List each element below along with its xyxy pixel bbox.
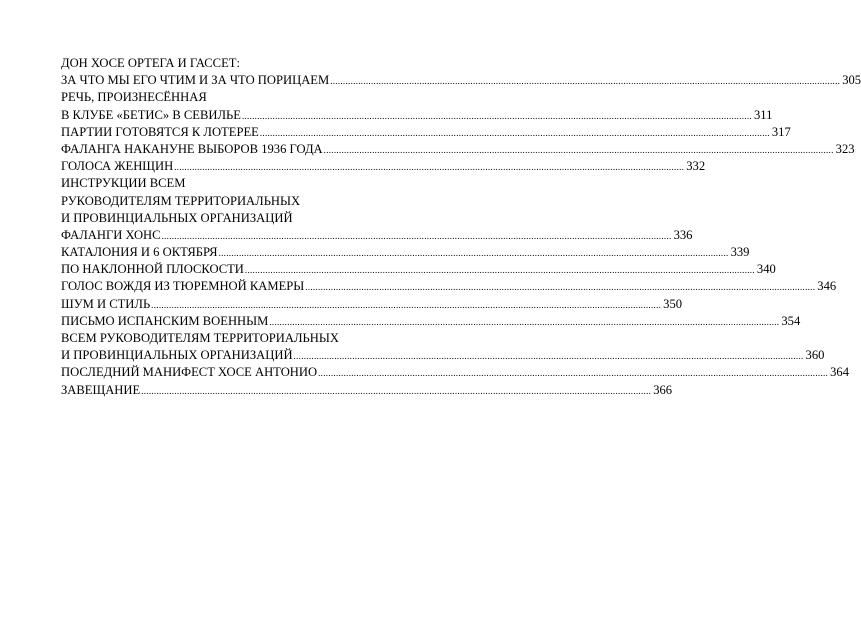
toc-entry: [61, 278, 837, 295]
toc-entry-last-line: [61, 364, 849, 381]
toc-entry-title: ШУМ И СТИЛЬ: [61, 296, 151, 311]
toc-entry-title: ГОЛОС ВОЖДЯ ИЗ ТЮРЕМНОЙ КАМЕРЫ: [61, 279, 305, 294]
toc-page-number: 340: [756, 262, 776, 277]
toc-entry-title: ФАЛАНГА НАКАНУНЕ ВЫБОРОВ 1936 ГОДА: [61, 141, 323, 156]
dot-leader: ........................................................................................................................................................................................................: [293, 351, 804, 362]
dot-leader: ........................................................................................................................................................................................................: [318, 368, 829, 379]
toc-entry-last-line: [61, 158, 706, 175]
toc-entry: [61, 89, 773, 123]
dot-leader: ........................................................................................................................................................................................................: [323, 144, 834, 155]
toc-entry-title-line: ДОН ХОСЕ ОРТЕГА И ГАССЕТ:: [61, 56, 240, 70]
toc-entry: [61, 296, 683, 313]
toc-entry: [61, 141, 855, 158]
toc-entry: [61, 261, 776, 278]
toc-entry-last-line: [61, 278, 837, 295]
toc-entry-title-line: РЕЧЬ, ПРОИЗНЕСЁННАЯ: [61, 90, 207, 105]
toc-entry-last-line: [61, 227, 693, 244]
dot-leader: ........................................................................................................................................................................................................: [161, 230, 672, 241]
toc-entry: [61, 175, 693, 244]
toc-entry-last-line: [61, 124, 791, 141]
toc-entry: [61, 158, 706, 175]
toc-page-number: 360: [805, 348, 825, 363]
toc-page-number: 354: [781, 313, 801, 328]
table-of-contents: [61, 55, 861, 399]
toc-entry-last-line: [61, 347, 825, 364]
toc-entry-last-line: [61, 72, 861, 89]
toc-entry-last-line: [61, 296, 683, 313]
toc-entry-title: ПАРТИИ ГОТОВЯТСЯ К ЛОТЕРЕЕ: [61, 124, 259, 139]
toc-page-number: 332: [686, 159, 706, 174]
toc-entry-title: ПО НАКЛОННОЙ ПЛОСКОСТИ: [61, 262, 244, 277]
toc-page-number: 305: [842, 73, 861, 88]
toc-page-number: 339: [730, 245, 750, 260]
dot-leader: ........................................................................................................................................................................................................: [330, 76, 841, 87]
toc-page-number: 346: [817, 279, 837, 294]
dot-leader: ........................................................................................................................................................................................................: [218, 248, 729, 259]
dot-leader: ........................................................................................................................................................................................................: [259, 127, 770, 138]
toc-entry-title: ПОСЛЕДНИЙ МАНИФЕСТ ХОСЕ АНТОНИО: [61, 365, 318, 380]
toc-page-number: 364: [830, 365, 849, 380]
toc-page-number: 350: [663, 296, 683, 311]
toc-entry-title: И ПРОВИНЦИАЛЬНЫХ ОРГАНИЗАЦИЙ: [61, 348, 293, 363]
toc-entry: [61, 124, 791, 141]
toc-entry: [61, 382, 673, 399]
toc-entry-last-line: [61, 141, 855, 158]
toc-entry-last-line: [61, 107, 773, 124]
toc-entry-title: ФАЛАНГИ ХОНС: [61, 227, 161, 242]
dot-leader: ........................................................................................................................................................................................................: [174, 162, 685, 173]
dot-leader: ........................................................................................................................................................................................................: [269, 316, 780, 327]
toc-entry: [61, 55, 861, 89]
toc-entry: [61, 244, 750, 261]
toc-entry-title-line: ИНСТРУКЦИИ ВСЕМ: [61, 176, 186, 191]
dot-leader: ........................................................................................................................................................................................................: [241, 110, 752, 121]
toc-entry-last-line: [61, 244, 750, 261]
toc-entry-title: В КЛУБЕ «БЕТИС» В СЕВИЛЬЕ: [61, 107, 241, 122]
toc-entry-title-line: И ПРОВИНЦИАЛЬНЫХ ОРГАНИЗАЦИЙ: [61, 210, 293, 225]
toc-entry-title-line: РУКОВОДИТЕЛЯМ ТЕРРИТОРИАЛЬНЫХ: [61, 193, 301, 208]
toc-entry-title-line: ВСЕМ РУКОВОДИТЕЛЯМ ТЕРРИТОРИАЛЬНЫХ: [61, 331, 339, 345]
toc-entry-title: КАТАЛОНИЯ И 6 ОКТЯБРЯ: [61, 245, 218, 260]
toc-entry: [61, 330, 825, 364]
toc-entry-last-line: [61, 382, 673, 399]
toc-page-number: 311: [753, 107, 773, 122]
toc-entry: [61, 364, 849, 381]
toc-page-number: 366: [653, 382, 673, 397]
toc-entry-title: ПИСЬМО ИСПАНСКИМ ВОЕННЫМ: [61, 313, 269, 328]
dot-leader: ........................................................................................................................................................................................................: [151, 299, 662, 310]
toc-page-number: 323: [835, 141, 855, 156]
dot-leader: ........................................................................................................................................................................................................: [141, 385, 652, 396]
toc-entry-title: ГОЛОСА ЖЕНЩИН: [61, 159, 174, 174]
toc-entry: [61, 313, 801, 330]
toc-page-number: 317: [771, 124, 791, 139]
toc-entry-title: ЗАВЕЩАНИЕ: [61, 382, 141, 397]
toc-entry-last-line: [61, 261, 776, 278]
toc-entry-last-line: [61, 313, 801, 330]
toc-entry-title: ЗА ЧТО МЫ ЕГО ЧТИМ И ЗА ЧТО ПОРИЦАЕМ: [61, 73, 330, 88]
dot-leader: ........................................................................................................................................................................................................: [244, 265, 755, 276]
toc-page-number: 336: [673, 227, 693, 242]
dot-leader: ........................................................................................................................................................................................................: [305, 282, 816, 293]
